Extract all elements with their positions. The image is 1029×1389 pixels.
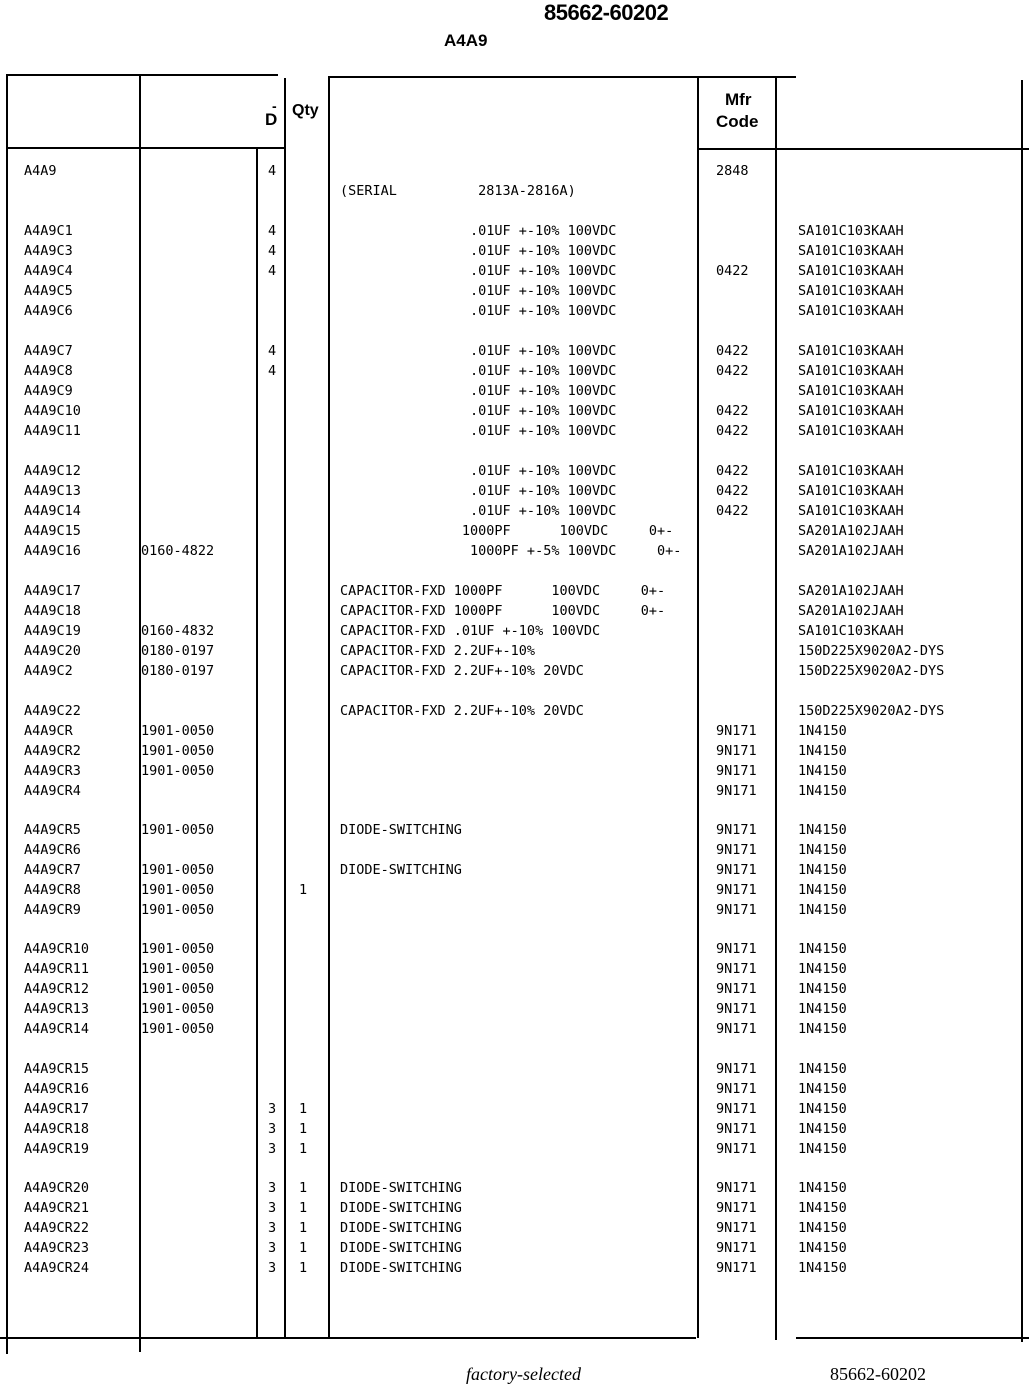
table-row [0,1199,1029,1217]
cell-mpn: 1N4150 [798,1101,847,1117]
cell-part: 1901-0050 [141,763,215,779]
cell-mpn: 1N4150 [798,763,847,779]
cell-mfr: 9N171 [716,862,757,878]
cell-mpn: 1N4150 [798,1121,847,1137]
cell-ref: A4A9 [24,163,57,179]
table-row [0,242,1029,260]
cell-ref: A4A9CR8 [24,882,81,898]
cell-ref: A4A9C4 [24,263,73,279]
cell-mfr: 0422 [716,463,749,479]
table-row [0,901,1029,919]
table-row [0,262,1029,280]
table-row [0,782,1029,800]
table-row [0,642,1029,660]
cell-ref: A4A9C13 [24,483,81,499]
cell-mfr: 0422 [716,263,749,279]
mfr-code-header-line1: Mfr [725,90,752,109]
cell-mfr: 9N171 [716,1180,757,1196]
table-row [0,222,1029,240]
table-row [0,382,1029,400]
cell-ref: A4A9C15 [24,523,81,539]
cell-ref: A4A9CR5 [24,822,81,838]
cell-cd: 3 [268,1220,277,1236]
cell-ref: A4A9C7 [24,343,73,359]
cell-ref: A4A9CR19 [24,1141,90,1157]
cell-desc: .01UF +-10% 100VDC [340,503,617,519]
table-row [0,1259,1029,1277]
cell-desc: (SERIAL 2813A-2816A) [340,183,576,199]
cell-part: 1901-0050 [141,981,215,997]
cell-qty: 1 [299,1200,308,1216]
cell-ref: A4A9CR23 [24,1240,90,1256]
table-row [0,582,1029,600]
cell-mpn: SA101C103KAAH [798,463,904,479]
cell-mpn: SA101C103KAAH [798,303,904,319]
cell-ref: A4A9C8 [24,363,73,379]
cell-mpn: SA101C103KAAH [798,423,904,439]
cell-desc: .01UF +-10% 100VDC [340,343,617,359]
cell-mfr: 9N171 [716,981,757,997]
table-row [0,1080,1029,1098]
cell-ref: A4A9C17 [24,583,81,599]
table-row [0,1239,1029,1257]
cell-desc: CAPACITOR-FXD 2.2UF+-10% 20VDC [340,663,584,679]
cell-desc: 1000PF +-5% 100VDC 0+- [340,543,682,559]
cell-mpn: SA101C103KAAH [798,623,904,639]
cell-cd: 3 [268,1180,277,1196]
table-row [0,1179,1029,1197]
cell-cd: 4 [268,243,277,259]
table-row [0,462,1029,480]
cell-ref: A4A9CR7 [24,862,81,878]
cell-mfr: 0422 [716,343,749,359]
cell-qty: 1 [299,1121,308,1137]
cell-mpn: 1N4150 [798,902,847,918]
cell-part: 1901-0050 [141,961,215,977]
cell-ref: A4A9CR22 [24,1220,90,1236]
cell-qty: 1 [299,882,308,898]
cell-ref: A4A9C11 [24,423,81,439]
cell-cd: 4 [268,223,277,239]
cell-mpn: 1N4150 [798,743,847,759]
cell-mfr: 0422 [716,403,749,419]
cell-desc: 1000PF 100VDC 0+- [340,523,674,539]
cell-desc: DIODE-SWITCHING [340,1200,462,1216]
table-row [0,1219,1029,1237]
table-row [0,302,1029,320]
assembly-designator: A4A9 [444,31,488,50]
cell-ref: A4A9CR24 [24,1260,90,1276]
cell-part: 0160-4832 [141,623,215,639]
table-row [0,940,1029,958]
cell-mfr: 9N171 [716,763,757,779]
cell-cd: 3 [268,1240,277,1256]
cell-cd: 4 [268,343,277,359]
cell-ref: A4A9CR16 [24,1081,90,1097]
cell-mpn: SA101C103KAAH [798,483,904,499]
cell-mpn: 1N4150 [798,1001,847,1017]
cell-mpn: 1N4150 [798,1061,847,1077]
cell-desc: CAPACITOR-FXD 2.2UF+-10% 20VDC [340,703,584,719]
cell-ref: A4A9CR3 [24,763,81,779]
cell-ref: A4A9C3 [24,243,73,259]
table-row [0,960,1029,978]
table-row [0,602,1029,620]
table-row [0,881,1029,899]
cell-mpn: 1N4150 [798,1141,847,1157]
cell-mpn: 1N4150 [798,1081,847,1097]
cell-desc: .01UF +-10% 100VDC [340,243,617,259]
cell-part: 1901-0050 [141,743,215,759]
cell-desc: .01UF +-10% 100VDC [340,483,617,499]
cell-mpn: 1N4150 [798,1200,847,1216]
cell-mpn: SA101C103KAAH [798,283,904,299]
cell-cd: 4 [268,163,277,179]
cell-cd: 3 [268,1141,277,1157]
cell-mfr: 9N171 [716,1121,757,1137]
cell-mfr: 9N171 [716,882,757,898]
cell-part: 0160-4822 [141,543,215,559]
table-row [0,362,1029,380]
cell-cd: 3 [268,1121,277,1137]
cell-desc: CAPACITOR-FXD 1000PF 100VDC 0+- [340,583,666,599]
table-row [0,821,1029,839]
cell-desc: .01UF +-10% 100VDC [340,383,617,399]
cell-part: 1901-0050 [141,882,215,898]
cell-ref: A4A9CR4 [24,783,81,799]
cell-mpn: 1N4150 [798,723,847,739]
table-row [0,1140,1029,1158]
cell-mpn: 1N4150 [798,961,847,977]
table-row [0,342,1029,360]
table-row [0,762,1029,780]
cell-mfr: 0422 [716,483,749,499]
cell-ref: A4A9C19 [24,623,81,639]
cell-mfr: 9N171 [716,902,757,918]
cell-mfr: 9N171 [716,1141,757,1157]
cell-cd: 3 [268,1101,277,1117]
cell-mpn: SA201A102JAAH [798,543,904,559]
qty-header: Qty [292,102,319,119]
table-row [0,1060,1029,1078]
cell-mpn: 1N4150 [798,842,847,858]
cell-ref: A4A9C5 [24,283,73,299]
cell-mpn: 1N4150 [798,822,847,838]
cell-mfr: 9N171 [716,1001,757,1017]
cell-mpn: SA101C103KAAH [798,403,904,419]
cell-mfr: 0422 [716,423,749,439]
table-row [0,1020,1029,1038]
cell-desc: DIODE-SWITCHING [340,1240,462,1256]
cell-mpn: SA101C103KAAH [798,383,904,399]
cell-cd: 4 [268,363,277,379]
cell-qty: 1 [299,1101,308,1117]
table-row [0,841,1029,859]
cell-ref: A4A9C10 [24,403,81,419]
cell-mpn: SA201A102JAAH [798,603,904,619]
cell-part: 1901-0050 [141,822,215,838]
table-row [0,162,1029,180]
cell-mfr: 9N171 [716,1260,757,1276]
table-row [0,402,1029,420]
cell-mfr: 9N171 [716,842,757,858]
cell-ref: A4A9C22 [24,703,81,719]
cell-desc: DIODE-SWITCHING [340,822,462,838]
cell-mfr: 9N171 [716,1200,757,1216]
cell-mpn: 150D225X9020A2-DYS [798,663,945,679]
cell-mfr: 9N171 [716,1021,757,1037]
cell-ref: A4A9CR14 [24,1021,90,1037]
cell-mpn: 1N4150 [798,882,847,898]
cell-ref: A4A9CR20 [24,1180,90,1196]
table-row [0,1120,1029,1138]
cell-ref: A4A9CR17 [24,1101,90,1117]
cell-desc: DIODE-SWITCHING [340,1220,462,1236]
cell-ref: A4A9CR13 [24,1001,90,1017]
cell-mfr: 9N171 [716,1101,757,1117]
cell-mpn: 1N4150 [798,783,847,799]
cell-cd: 4 [268,263,277,279]
table-row [0,182,1029,200]
table-row [0,662,1029,680]
cell-ref: A4A9CR12 [24,981,90,997]
cd-header-mark: - [272,98,277,114]
cell-mfr: 9N171 [716,743,757,759]
cell-ref: A4A9CR9 [24,902,81,918]
cell-desc: .01UF +-10% 100VDC [340,363,617,379]
cell-ref: A4A9CR15 [24,1061,90,1077]
mfr-code-header-line2: Code [716,112,759,131]
cell-part: 0180-0197 [141,663,215,679]
table-row [0,422,1029,440]
table-row [0,522,1029,540]
cell-desc: .01UF +-10% 100VDC [340,283,617,299]
table-row [0,482,1029,500]
table-row [0,1100,1029,1118]
cell-mpn: 1N4150 [798,1260,847,1276]
cell-desc: .01UF +-10% 100VDC [340,463,617,479]
cell-mpn: SA101C103KAAH [798,263,904,279]
footer-note: factory-selected [466,1364,581,1384]
cell-mfr: 9N171 [716,1061,757,1077]
cell-mfr: 9N171 [716,783,757,799]
cell-ref: A4A9C2 [24,663,73,679]
cd-header: D [265,110,278,129]
cell-ref: A4A9C20 [24,643,81,659]
page-title: 85662-60202 [544,0,669,25]
cell-mfr: 2848 [716,163,749,179]
cell-mpn: SA201A102JAAH [798,583,904,599]
cell-qty: 1 [299,1141,308,1157]
cell-mfr: 9N171 [716,1220,757,1236]
cell-ref: A4A9C12 [24,463,81,479]
table-row [0,742,1029,760]
cell-mfr: 9N171 [716,961,757,977]
table-row [0,502,1029,520]
cell-mpn: 1N4150 [798,862,847,878]
cell-ref: A4A9C16 [24,543,81,559]
cell-mpn: SA101C103KAAH [798,243,904,259]
cell-ref: A4A9CR10 [24,941,90,957]
cell-desc: CAPACITOR-FXD .01UF +-10% 100VDC [340,623,601,639]
footer-part-number: 85662-60202 [830,1364,926,1384]
cell-mfr: 9N171 [716,1081,757,1097]
cell-desc: .01UF +-10% 100VDC [340,303,617,319]
cell-ref: A4A9C18 [24,603,81,619]
cell-mfr: 9N171 [716,822,757,838]
cell-part: 1901-0050 [141,941,215,957]
cell-mpn: 1N4150 [798,1240,847,1256]
table-row [0,282,1029,300]
table-row [0,722,1029,740]
table-row [0,542,1029,560]
cell-ref: A4A9CR [24,723,73,739]
cell-desc: CAPACITOR-FXD 1000PF 100VDC 0+- [340,603,666,619]
cell-mpn: 150D225X9020A2-DYS [798,703,945,719]
cell-part: 1901-0050 [141,723,215,739]
cell-mfr: 9N171 [716,1240,757,1256]
cell-qty: 1 [299,1260,308,1276]
cell-ref: A4A9C9 [24,383,73,399]
cell-ref: A4A9CR18 [24,1121,90,1137]
cell-qty: 1 [299,1220,308,1236]
cell-part: 1901-0050 [141,1021,215,1037]
cell-ref: A4A9CR21 [24,1200,90,1216]
cell-part: 1901-0050 [141,902,215,918]
cell-mpn: 1N4150 [798,1220,847,1236]
cell-ref: A4A9C1 [24,223,73,239]
cell-desc: CAPACITOR-FXD 2.2UF+-10% [340,643,536,659]
cell-ref: A4A9CR2 [24,743,81,759]
cell-part: 1901-0050 [141,862,215,878]
table-row [0,980,1029,998]
cell-ref: A4A9CR6 [24,842,81,858]
cell-desc: DIODE-SWITCHING [340,1260,462,1276]
cell-mpn: 1N4150 [798,1180,847,1196]
cell-mpn: 150D225X9020A2-DYS [798,643,945,659]
cell-mpn: 1N4150 [798,1021,847,1037]
cell-ref: A4A9CR11 [24,961,90,977]
cell-mpn: 1N4150 [798,941,847,957]
table-row [0,622,1029,640]
cell-desc: .01UF +-10% 100VDC [340,263,617,279]
cell-desc: .01UF +-10% 100VDC [340,223,617,239]
cell-desc: DIODE-SWITCHING [340,862,462,878]
cell-desc: DIODE-SWITCHING [340,1180,462,1196]
cell-part: 1901-0050 [141,1001,215,1017]
cell-mpn: 1N4150 [798,981,847,997]
cell-qty: 1 [299,1180,308,1196]
cell-mfr: 9N171 [716,941,757,957]
cell-desc: .01UF +-10% 100VDC [340,403,617,419]
cell-desc: .01UF +-10% 100VDC [340,423,617,439]
cell-ref: A4A9C14 [24,503,81,519]
cell-cd: 3 [268,1200,277,1216]
cell-mfr: 0422 [716,503,749,519]
cell-mpn: SA101C103KAAH [798,503,904,519]
cell-mfr: 0422 [716,363,749,379]
cell-cd: 3 [268,1260,277,1276]
cell-mpn: SA101C103KAAH [798,223,904,239]
table-row [0,861,1029,879]
cell-mpn: SA201A102JAAH [798,523,904,539]
cell-mpn: SA101C103KAAH [798,343,904,359]
cell-mpn: SA101C103KAAH [798,363,904,379]
table-row [0,1000,1029,1018]
cell-qty: 1 [299,1240,308,1256]
table-row [0,702,1029,720]
cell-ref: A4A9C6 [24,303,73,319]
cell-part: 0180-0197 [141,643,215,659]
cell-mfr: 9N171 [716,723,757,739]
